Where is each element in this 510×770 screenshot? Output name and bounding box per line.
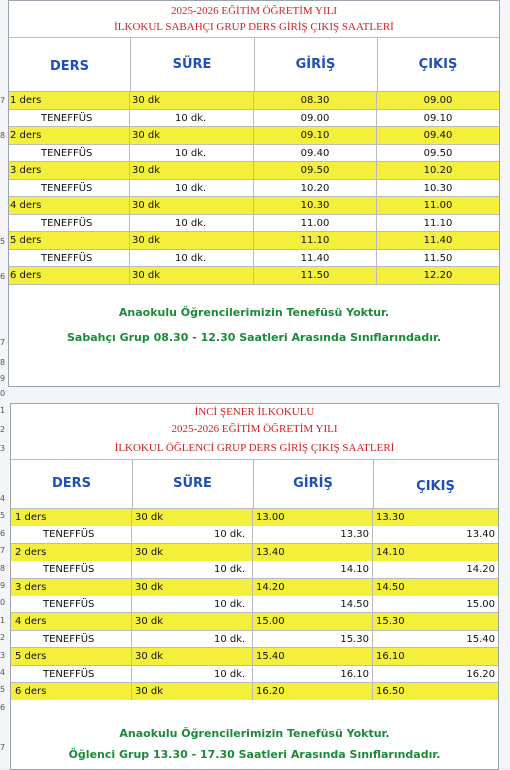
table-row (9, 250, 499, 268)
cell-cikis: 09.40 (423, 130, 453, 141)
row-number: 1 (0, 615, 6, 625)
table-row (9, 215, 499, 233)
row-number: 0 (0, 598, 6, 608)
cell-ders: 1 ders (11, 509, 132, 526)
cell-sure: 10 dk. (132, 526, 253, 543)
cell-giris: 14.10 (253, 561, 373, 578)
cell-giris: 14.20 (253, 579, 373, 596)
cell-sure: 10 dk. (130, 110, 254, 127)
morning-header-sure: SÜRE (172, 57, 212, 72)
table-row (11, 631, 498, 648)
row-number: 6 (0, 702, 6, 712)
cell-cikis: 11.10 (423, 217, 453, 229)
table-row (9, 127, 499, 145)
afternoon-note-1: Anaokulu Öğrencilerimizin Tenefüsü Yoktur. (119, 727, 390, 740)
cell-giris: 16.20 (253, 683, 373, 700)
cell-ders: TENEFFÜS (11, 596, 132, 613)
row-number: 7 (0, 546, 6, 556)
table-row (11, 526, 498, 543)
cell-cikis: 11.00 (423, 200, 453, 211)
cell-sure: 10 dk. (132, 561, 253, 578)
cell-giris: 13.40 (253, 544, 373, 561)
morning-header-giris: GİRİŞ (295, 57, 336, 72)
table-row (11, 683, 498, 700)
row-number: 7 (0, 96, 6, 105)
morning-note-1: Anaokulu Öğrencilerimizin Tenefüsü Yoktur. (118, 306, 390, 319)
cell-giris: 13.00 (253, 509, 373, 526)
row-number: 2 (0, 425, 6, 434)
cell-sure: 30 dk (132, 579, 253, 596)
cell-ders: 4 ders (9, 197, 130, 214)
cell-cikis: 10.30 (423, 182, 453, 194)
cell-giris: 08.30 (254, 92, 377, 109)
cell-ders: 4 ders (11, 613, 132, 630)
cell-giris: 15.00 (253, 613, 373, 630)
row-number: 7 (0, 743, 6, 752)
cell-giris: 09.10 (254, 127, 377, 144)
cell-sure: 30 dk (130, 92, 254, 109)
morning-note-2: Sabahçı Grup 08.30 - 12.30 Saatleri Arasında Sınıflarındadır. (66, 331, 442, 344)
row-number: 8 (0, 358, 6, 367)
cell-giris: 09.40 (254, 145, 377, 162)
cell-sure: 30 dk (130, 197, 254, 214)
table-row (11, 544, 498, 561)
cell-sure: 30 dk (130, 127, 254, 144)
cell-ders: TENEFFÜS (11, 526, 132, 543)
cell-sure: 10 dk. (130, 145, 254, 162)
row-number: 1 (0, 406, 6, 415)
row-number: 4 (0, 668, 6, 677)
table-row (9, 110, 499, 128)
cell-sure: 30 dk (132, 648, 253, 665)
row-number: 5 (0, 511, 6, 521)
cell-sure: 30 dk (130, 162, 254, 179)
cell-cikis: 09.10 (423, 112, 453, 124)
table-row (11, 579, 498, 596)
table-row (11, 561, 498, 578)
row-number: 7 (0, 338, 6, 347)
cell-cikis: 13.40 (466, 529, 495, 541)
cell-cikis: 16.20 (466, 668, 495, 680)
cell-cikis: 13.30 (373, 509, 498, 526)
row-number: 8 (0, 563, 6, 573)
cell-ders: TENEFFÜS (9, 215, 130, 232)
afternoon-title-line-3: İLKOKUL ÖĞLENCİ GRUP DERS GİRİŞ ÇIKIŞ SAATLERİ (114, 442, 395, 454)
cell-sure: 30 dk (130, 267, 254, 284)
cell-giris: 11.50 (254, 267, 377, 284)
cell-sure: 10 dk. (130, 180, 254, 197)
row-number: 6 (0, 272, 6, 281)
cell-sure: 30 dk (132, 613, 253, 630)
cell-giris: 09.50 (254, 162, 377, 179)
cell-giris: 11.00 (254, 215, 377, 232)
cell-cikis: 15.30 (373, 613, 498, 630)
afternoon-header-cikis: ÇIKIŞ (416, 479, 455, 494)
morning-header-cikis: ÇIKIŞ (418, 57, 458, 72)
cell-giris: 15.30 (253, 631, 373, 648)
cell-giris: 11.10 (254, 232, 377, 249)
cell-cikis: 15.40 (466, 633, 495, 645)
row-number: 5 (0, 237, 6, 246)
row-number: 4 (0, 494, 6, 503)
table-row (11, 596, 498, 613)
row-number: 9 (0, 581, 6, 590)
cell-ders: 6 ders (11, 683, 132, 700)
cell-giris: 10.30 (254, 197, 377, 214)
cell-giris: 14.50 (253, 596, 373, 613)
cell-ders: TENEFFÜS (11, 666, 132, 683)
afternoon-title-line-2: 2025-2026 EĞİTİM ÖĞRETİM YILI (171, 423, 338, 435)
table-row (9, 232, 499, 250)
cell-cikis: 15.00 (466, 599, 495, 610)
afternoon-title-line-1: İNCİ ŞENER İLKOKULU (194, 406, 315, 418)
morning-title-line-1: 2025-2026 EĞİTİM ÖĞRETİM YILI (170, 5, 338, 17)
cell-sure: 10 dk. (132, 631, 253, 648)
cell-ders: 5 ders (11, 648, 132, 665)
cell-cikis: 10.20 (423, 165, 453, 176)
cell-sure: 10 dk. (130, 250, 254, 267)
cell-cikis: 09.50 (423, 147, 453, 159)
cell-ders: 2 ders (11, 544, 132, 561)
morning-schedule-table (8, 0, 500, 387)
afternoon-header-giris: GİRİŞ (293, 476, 333, 491)
row-number: 5 (0, 685, 6, 695)
row-number: 9 (0, 374, 6, 383)
cell-ders: 3 ders (11, 579, 132, 596)
cell-sure: 10 dk. (132, 596, 253, 613)
table-row (9, 162, 499, 180)
cell-sure: 10 dk. (130, 215, 254, 232)
cell-giris: 10.20 (254, 180, 377, 197)
cell-cikis: 14.10 (373, 544, 498, 561)
cell-sure: 10 dk. (132, 666, 253, 683)
table-row (9, 267, 499, 285)
cell-ders: 3 ders (9, 162, 130, 179)
cell-ders: 6 ders (9, 267, 130, 284)
cell-giris: 09.00 (254, 110, 377, 127)
cell-ders: 1 ders (9, 92, 130, 109)
afternoon-note-2: Öğlenci Grup 13.30 - 17.30 Saatleri Arasında Sınıflarındadır. (68, 748, 441, 761)
cell-ders: TENEFFÜS (9, 145, 130, 162)
row-number: 6 (0, 528, 6, 538)
table-row (9, 180, 499, 198)
afternoon-header-sure: SÜRE (173, 476, 212, 491)
cell-cikis: 11.50 (423, 252, 453, 264)
cell-cikis: 14.20 (466, 564, 495, 576)
cell-cikis: 12.20 (423, 270, 453, 281)
row-number: 3 (0, 444, 6, 453)
table-row (11, 509, 498, 526)
cell-ders: 2 ders (9, 127, 130, 144)
cell-giris: 15.40 (253, 648, 373, 665)
cell-ders: TENEFFÜS (9, 110, 130, 127)
table-row (9, 92, 499, 110)
morning-header-ders: DERS (49, 59, 90, 74)
cell-cikis: 09.00 (423, 95, 453, 106)
cell-giris: 16.10 (253, 666, 373, 683)
row-number: 8 (0, 131, 6, 140)
cell-cikis: 16.50 (373, 683, 498, 700)
cell-giris: 13.30 (253, 526, 373, 543)
cell-ders: TENEFFÜS (11, 631, 132, 648)
cell-ders: TENEFFÜS (11, 561, 132, 578)
cell-sure: 30 dk (132, 544, 253, 561)
table-row (11, 666, 498, 683)
table-row (9, 145, 499, 163)
row-number: 2 (0, 633, 6, 643)
afternoon-header-ders: DERS (51, 476, 92, 491)
cell-cikis: 16.10 (373, 648, 498, 665)
afternoon-schedule-table (10, 403, 499, 770)
cell-sure: 30 dk (132, 509, 253, 526)
table-row (11, 613, 498, 630)
cell-ders: TENEFFÜS (9, 250, 130, 267)
cell-ders: TENEFFÜS (9, 180, 130, 197)
cell-sure: 30 dk (130, 232, 254, 249)
table-row (11, 648, 498, 665)
row-number: 0 (0, 389, 6, 398)
cell-cikis: 11.40 (423, 235, 453, 246)
morning-title-line-2: İLKOKUL SABAHÇI GRUP DERS GİRİŞ ÇIKIŞ SAATLERİ (114, 21, 394, 33)
cell-ders: 5 ders (9, 232, 130, 249)
cell-cikis: 14.50 (373, 579, 498, 596)
cell-giris: 11.40 (254, 250, 377, 267)
cell-sure: 30 dk (132, 683, 253, 700)
table-row (9, 197, 499, 215)
row-number: 3 (0, 650, 6, 660)
